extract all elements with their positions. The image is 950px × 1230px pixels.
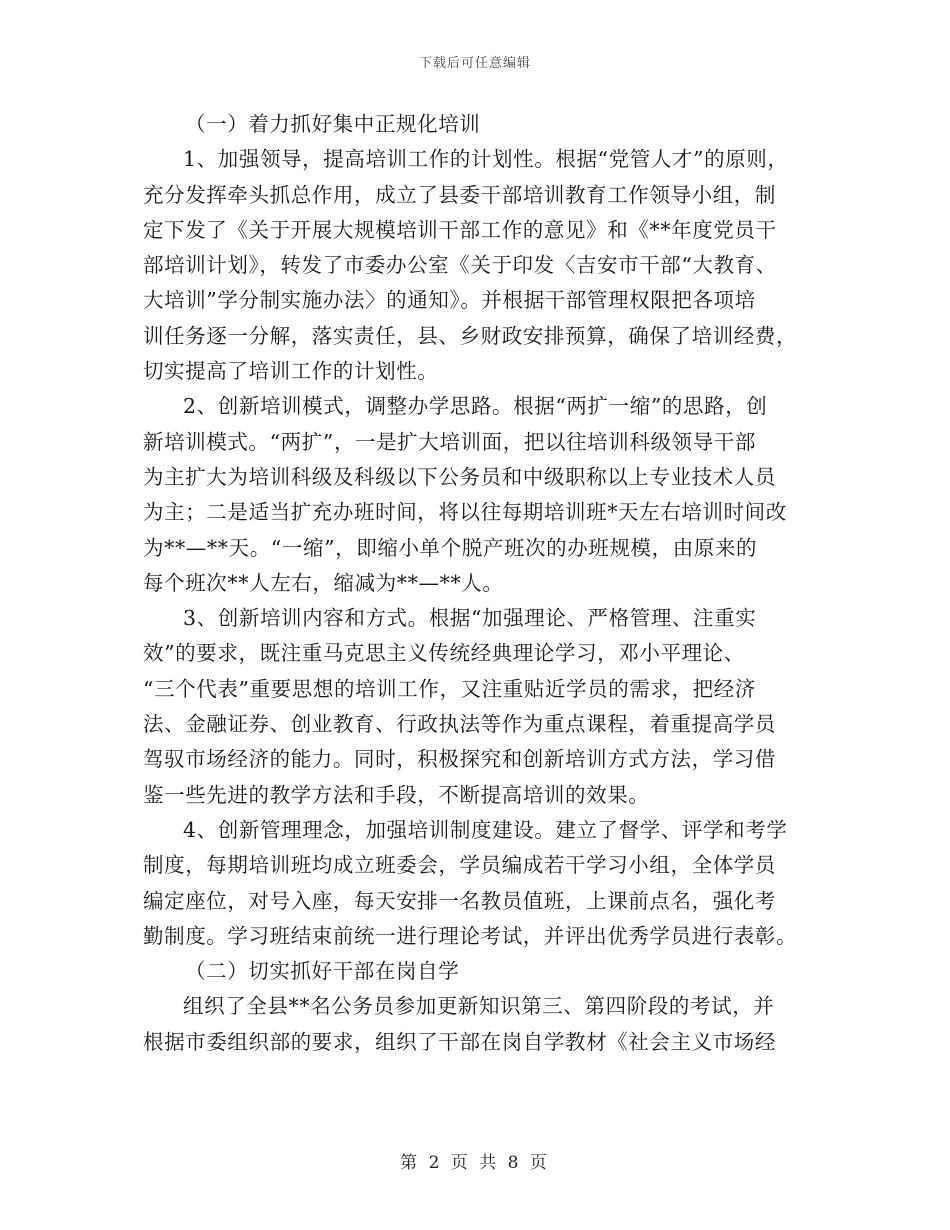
paragraph-line: “三个代表”重要思想的培训工作，又注重贴近学员的需求，把经济: [143, 676, 756, 701]
paragraph-line: 勤制度。学习班结束前统一进行理论考试，并评出优秀学员进行表彰。: [143, 923, 798, 948]
document-body: [143, 107, 813, 1060]
paragraph-line: 部培训计划》，转发了市委办公室《关于印发〈吉安市干部“大教育、: [143, 253, 777, 278]
paragraph-line: 新培训模式。“两扩”，一是扩大培训面，把以往培训科级领导干部: [143, 429, 756, 454]
paragraph-line: 切实提高了培训工作的计划性。: [143, 359, 439, 384]
paragraph-line: 鉴一些先进的教学方法和手段，不断提高培训的效果。: [143, 782, 650, 807]
paragraph-line: 法、金融证券、创业教育、行政执法等作为重点课程，着重提高学员: [143, 712, 776, 737]
paragraph-line: 充分发挥牵头抓总作用，成立了县委干部培训教育工作领导小组，制: [143, 182, 776, 207]
paragraph-line: 为主扩大为培训科级及科级以下公务员和中级职称以上专业技术人员: [143, 464, 776, 489]
paragraph-line: 驾驭市场经济的能力。同时，积极探究和创新培训方式方法，学习借: [143, 747, 776, 772]
paragraph-line: 根据市委组织部的要求，组织了干部在岗自学教材《社会主义市场经: [143, 1029, 776, 1054]
paragraph-line: 大培训”学分制实施办法〉的通知》。并根据干部管理权限把各项培: [143, 288, 756, 313]
paragraph-line: 制度，每期培训班均成立班委会，学员编成若干学习小组，全体学员: [143, 853, 776, 878]
paragraph-line: 每个班次**人左右，缩减为**—**人。: [143, 570, 504, 595]
paragraph-line: 效”的要求，既注重马克思主义传统经典理论学习，邓小平理论、: [143, 641, 745, 666]
paragraph-line: 编定座位，对号入座，每天安排一名教员值班，上课前点名，强化考: [143, 888, 776, 913]
section-heading-2: （二）切实抓好干部在岗自学: [185, 959, 460, 984]
paragraph-line: 为主；二是适当扩充办班时间，将以往每期培训班*天左右培训时间改: [143, 500, 787, 525]
paragraph-line: 3、创新培训内容和方式。根据“加强理论、严格管理、注重实: [183, 606, 757, 631]
paragraph-line: 2、创新培训模式，调整办学思路。根据“两扩一缩”的思路，创: [183, 394, 768, 419]
page-header-note: 下载后可任意编辑: [418, 56, 531, 71]
paragraph-line: 组织了全县**名公务员参加更新知识第三、第四阶段的考试，并: [183, 994, 775, 1019]
paragraph-line: 1、加强领导，提高培训工作的计划性。根据“党管人才”的原则，: [183, 147, 789, 172]
paragraph-line: 训任务逐一分解，落实责任，县、乡财政安排预算，确保了培训经费，: [143, 323, 798, 348]
section-heading-1: （一）着力抓好集中正规化培训: [185, 112, 481, 136]
page-number-footer: 第 2 页 共 8 页: [400, 1153, 550, 1173]
paragraph-line: 定下发了《关于开展大规模培训干部工作的意见》和《**年度党员干: [143, 217, 777, 242]
paragraph-line: 4、创新管理理念，加强培训制度建设。建立了督学、评学和考学: [183, 817, 788, 842]
paragraph-line: 为**—**天。“一缩”，即缩小单个脱产班次的办班规模，由原来的: [143, 535, 758, 560]
